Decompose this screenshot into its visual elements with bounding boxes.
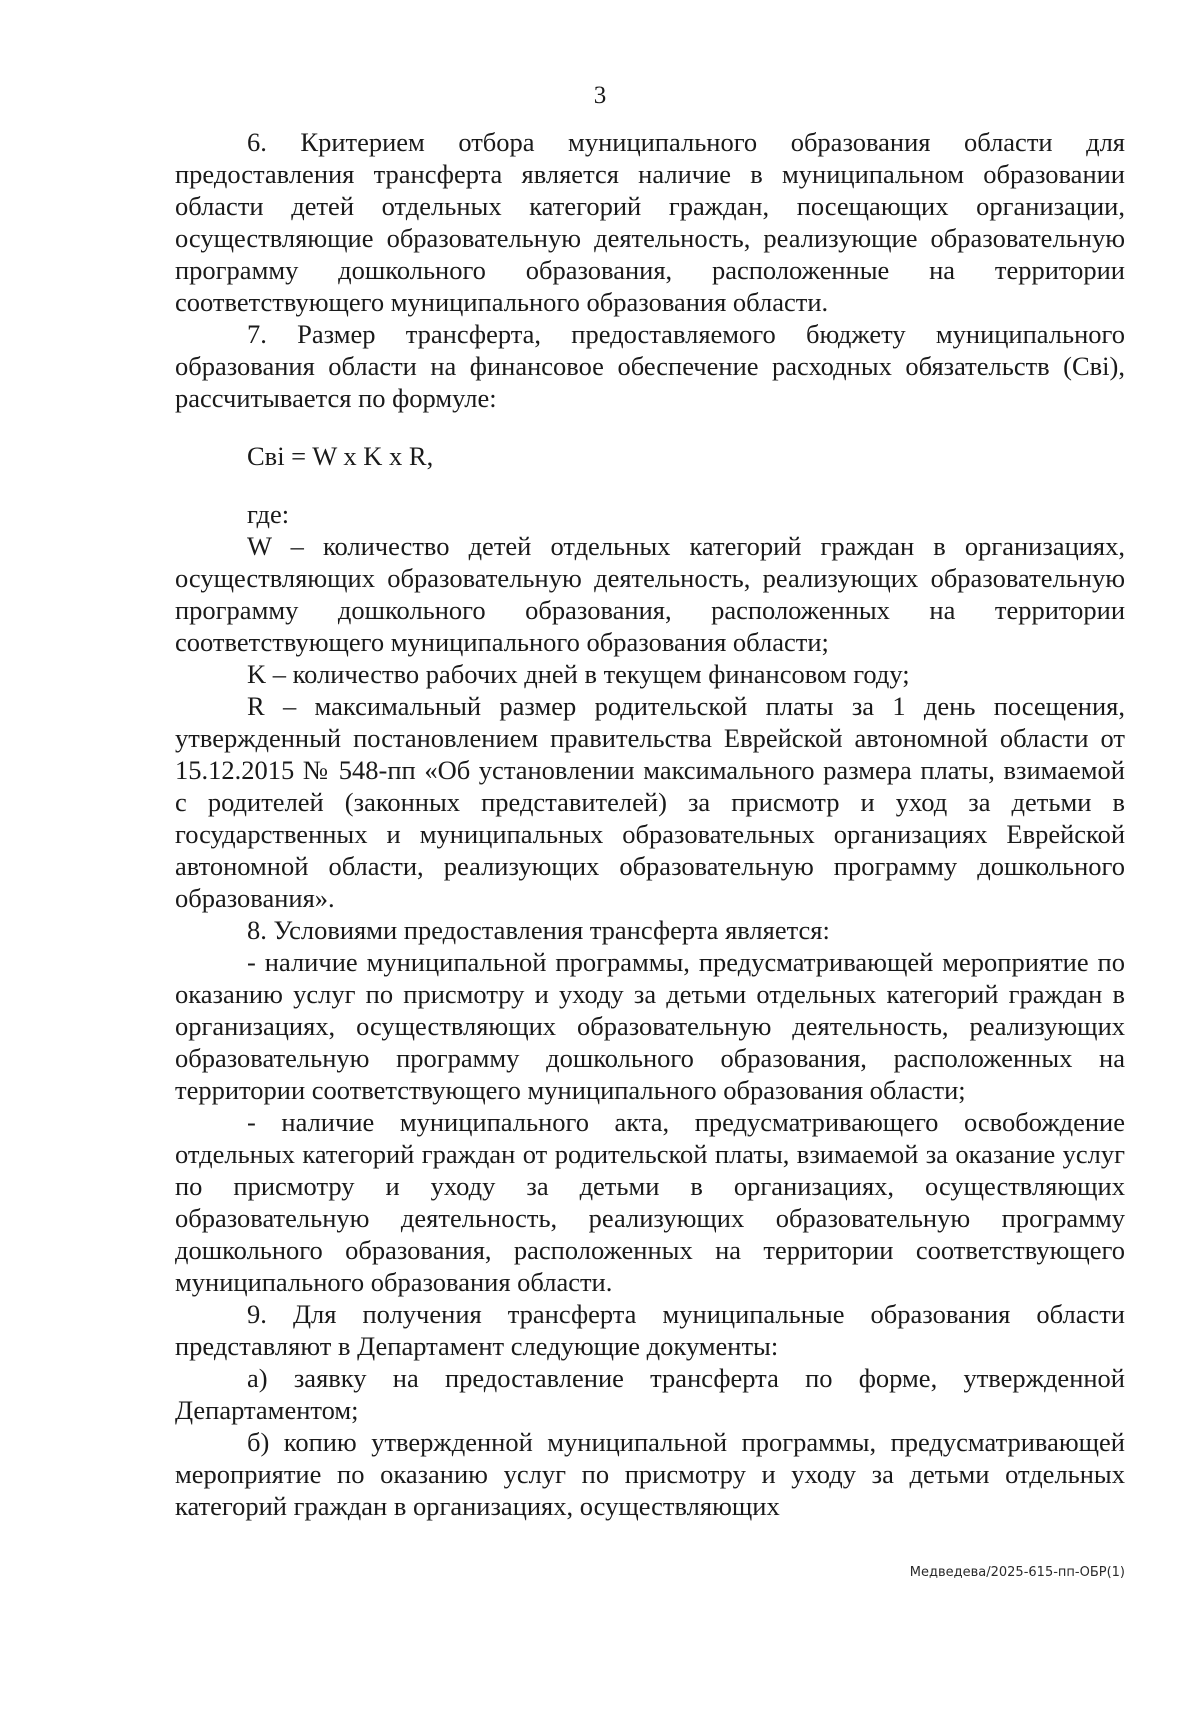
paragraph-documents: 9. Для получения трансферта муниципальные образования области представляют в Департамент следующие документы: [175,1299,1125,1361]
definition-r: R – максимальный размер родительской платы за 1 день посещения, утвержденный постановлением правительства Еврейской автономной области от 15.12.2015 № 548-пп «Об установлении максимального размера платы, взимаемой с родителей (законных представителей) за присмотр и уход за детьми в государственных и муниципальных образовательных организациях Еврейской автономной области, реализующих образовательную программу дошкольного образования». [175,691,1125,913]
paragraph-transfer-size: 7. Размер трансферта, предоставляемого бюджету муниципального образования области на финансовое обеспечение расходных обязательств (Свi), рассчитывается по формуле: [175,319,1125,413]
document-reference-footer: Медведева/2025-615-пп-ОБР(1) [909,1565,1125,1580]
document-item-a: а) заявку на предоставление трансферта по форме, утвержденной Департаментом; [175,1363,1125,1425]
paragraph-conditions: 8. Условиями предоставления трансферта является: [247,915,830,945]
formula: Свi = W x K x R, [247,441,434,471]
document-item-b: б) копию утвержденной муниципальной программы, предусматривающей мероприятие по оказанию услуг по присмотру и уходу за детьми отдельных категорий граждан в организациях, осуществляющих [175,1427,1125,1521]
page-number: 3 [593,82,607,109]
paragraph-criterion: 6. Критерием отбора муниципального образования области для предоставления трансферта является наличие в муниципальном образовании области детей отдельных категорий граждан, посещающих организации, осуществляющие образовательную деятельность, реализующие образовательную программу дошкольного образования, расположенные на территории соответствующего муниципального образования области. [175,127,1125,317]
definition-w: W – количество детей отдельных категорий граждан в организациях, осуществляющих образовательную деятельность, реализующих образовательную программу дошкольного образования, расположенных на территории соответствующего муниципального образования области; [175,531,1125,657]
condition-program: - наличие муниципальной программы, предусматривающей мероприятие по оказанию услуг по присмотру и уходу за детьми отдельных категорий граждан в организациях, осуществляющих образовательную деятельность, реализующих образовательную программу дошкольного образования, расположенных на территории соответствующего муниципального образования области; [175,947,1125,1105]
formula-where-label: где: [247,499,290,529]
definition-k: K – количество рабочих дней в текущем финансовом году; [247,659,910,689]
document-body [175,126,1125,1522]
condition-act: - наличие муниципального акта, предусматривающего освобождение отдельных категорий граждан от родительской платы, взимаемой за оказание услуг по присмотру и уходу за детьми в организациях, осуществляющих образовательную деятельность, реализующих образовательную программу дошкольного образования, расположенных на территории соответствующего муниципального образования области. [175,1107,1125,1297]
